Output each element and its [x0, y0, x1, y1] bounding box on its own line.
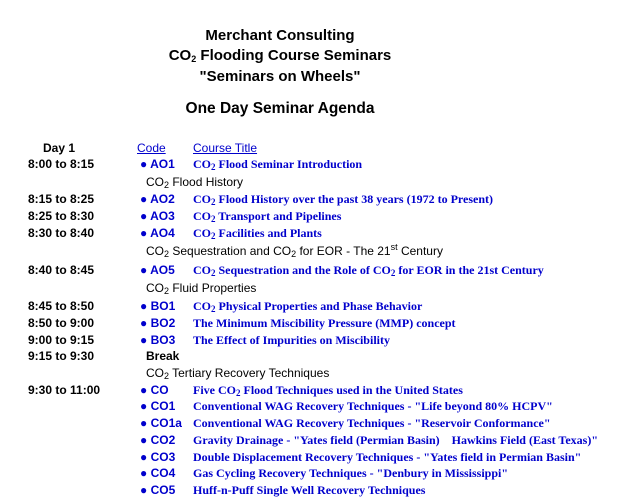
agenda-row: [0, 191, 636, 208]
agenda-row: [0, 382, 636, 399]
agenda-row: [0, 225, 636, 242]
agenda-row: [0, 449, 636, 466]
course-title-link[interactable]: $CO_2$ Physical Properties and Phase Behavior: [193, 299, 423, 314]
course-code[interactable]: ● CO2: [140, 433, 176, 447]
course-code[interactable]: ● CO1a: [140, 416, 182, 430]
course-title-link[interactable]: Conventional WAG Recovery Techniques - "Life beyond 80% HCPV": [193, 399, 553, 413]
agenda-row: [0, 262, 636, 279]
time-slot: 9:30 to 11:00: [28, 383, 101, 397]
course-title-link[interactable]: $CO_2$ Facilities and Plants: [193, 226, 322, 241]
section-heading: [0, 365, 636, 382]
agenda-row: [0, 298, 636, 315]
course-title-link[interactable]: $CO_2$ Flood Seminar Introduction: [193, 157, 363, 172]
agenda-row: [0, 332, 636, 349]
code-header[interactable]: Code: [137, 141, 166, 155]
time-slot: 8:15 to 8:25: [28, 192, 95, 206]
section-heading: [0, 280, 636, 297]
course-title-link[interactable]: The Effect of Impurities on Miscibility: [193, 333, 390, 347]
break-label: Break: [146, 349, 180, 363]
course-title-link[interactable]: The Minimum Miscibility Pressure (MMP) concept: [193, 316, 456, 330]
time-slot: 9:00 to 9:15: [28, 333, 95, 347]
course-title-link[interactable]: Five $CO_2$ Flood Techniques used in the United States: [193, 383, 463, 398]
agenda-title: One Day Seminar Agenda: [185, 100, 375, 117]
agenda-row: [0, 156, 636, 173]
course-title-link[interactable]: Gas Cycling Recovery Techniques - "Denbury in Mississippi": [193, 466, 509, 480]
course-title-link[interactable]: $CO_2$ Transport and Pipelines: [193, 209, 342, 224]
section-title: $CO_2$ Fluid Properties: [146, 281, 257, 296]
course-title-link[interactable]: $CO_2$ Flood History over the past 38 years (1972 to Present): [193, 192, 494, 207]
section-title: $CO_2$ Tertiary Recovery Techniques: [146, 366, 330, 381]
course-code[interactable]: ● AO5: [140, 263, 175, 277]
agenda-row: [0, 398, 636, 415]
course-title: $CO_2$ Flooding Course Seminars: [168, 47, 392, 64]
time-slot: 8:45 to 8:50: [28, 299, 95, 313]
section-heading: [0, 243, 636, 260]
course-code[interactable]: ● CO3: [140, 450, 176, 464]
agenda-row: [0, 432, 636, 449]
section-title: $CO_2$ Sequestration and $CO_2$ for EOR - The 21st Century: [146, 242, 443, 259]
course-code[interactable]: ● CO1: [140, 399, 176, 413]
course-title-link[interactable]: Huff-n-Puff Single Well Recovery Techniques: [193, 483, 426, 497]
agenda-row: [0, 465, 636, 482]
course-code[interactable]: ● BO2: [140, 316, 176, 330]
agenda-row: [0, 315, 636, 332]
course-code[interactable]: ● AO2: [140, 192, 175, 206]
course-title-link[interactable]: Gravity Drainage - "Yates field (Permian Basin) Hawkins Field (East Texas)": [193, 433, 598, 447]
course-title-link[interactable]: $CO_2$ Sequestration and the Role of $CO_2$ for EOR in the 21st Century: [193, 263, 544, 278]
course-code[interactable]: ● CO: [140, 383, 169, 397]
agenda-row: [0, 482, 636, 499]
course-code[interactable]: ● CO4: [140, 466, 176, 480]
time-slot: 8:40 to 8:45: [28, 263, 95, 277]
day-header: Day 1: [43, 141, 76, 155]
course-code[interactable]: ● AO4: [140, 226, 175, 240]
course-code[interactable]: ● CO5: [140, 483, 176, 497]
course-code[interactable]: ● BO1: [140, 299, 176, 313]
section-title: $CO_2$ Flood History: [146, 175, 244, 190]
course-title-link[interactable]: Conventional WAG Recovery Techniques - "Reservoir Conformance": [193, 416, 551, 430]
course-title-header[interactable]: Course Title: [193, 141, 258, 155]
time-slot: 8:50 to 9:00: [28, 316, 95, 330]
course-code[interactable]: ● AO3: [140, 209, 175, 223]
time-slot: 8:25 to 8:30: [28, 209, 95, 223]
course-code[interactable]: ● BO3: [140, 333, 176, 347]
agenda-row: [0, 415, 636, 432]
time-slot: 8:00 to 8:15: [28, 157, 95, 171]
break-row: [0, 348, 636, 365]
course-code[interactable]: ● AO1: [140, 157, 175, 171]
company-name: Merchant Consulting: [205, 27, 355, 44]
column-headers: [0, 140, 636, 157]
course-title-link[interactable]: Double Displacement Recovery Techniques - "Yates field in Permian Basin": [193, 450, 582, 464]
tagline: "Seminars on Wheels": [199, 68, 361, 85]
agenda-row: [0, 208, 636, 225]
section-heading: [0, 174, 636, 191]
time-slot: 9:15 to 9:30: [28, 349, 95, 363]
time-slot: 8:30 to 8:40: [28, 226, 95, 240]
